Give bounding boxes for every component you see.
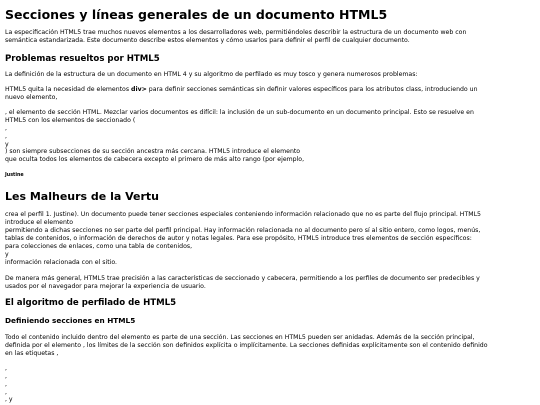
sections-comma-1: , bbox=[5, 365, 7, 372]
problems-intro: La definición de la estructura de un documento en HTML 4 y su algoritmo de perfilado es muy tosco y genera numerosos problemas: bbox=[5, 71, 418, 78]
sections-comma-4: , bbox=[5, 389, 7, 396]
sections-line-1: Todo el contenido incluido dentro del elemento es parte de una sección. Las secciones en HTML5 pueden ser anidadas. Además de la sección principal, bbox=[5, 334, 475, 341]
problem-item-3-line-2: que oculta todos los elementos de cabecera excepto el primero de más alto rango (por ejemplo, bbox=[5, 156, 305, 163]
sections-line-3: en las etiquetas , bbox=[5, 350, 59, 357]
problem-item-2-line-2: HTML5 con los elementos de seccionado ( bbox=[5, 117, 136, 124]
sections-and: , y bbox=[5, 396, 13, 403]
heading-algorithm: El algoritmo de perfilado de HTML5 bbox=[5, 298, 177, 308]
aside-line-4: tablas de contenidos, o información de derechos de autor y notas legales. Para ese propósito, HTML5 introduce tres elementos de sección específicos: bbox=[5, 235, 472, 242]
intro-line-1: La especificación HTML5 trae muchos nuevos elementos a los desarrolladores web, permitiéndoles describir la estructura de un documento web con bbox=[5, 29, 467, 36]
problem-item-1-c: para definir secciones semánticas sin definir valores específicos para los atributos class, introduciendo un bbox=[146, 86, 478, 93]
precision-line-1: De manera más general, HTML5 trae precisión a las características de seccionado y cabecera, permitiendo a los perfiles de documento ser predecibles y bbox=[5, 275, 480, 282]
aside-line-5: para colecciones de enlaces, como una tabla de contenidos, bbox=[5, 243, 193, 250]
aside-line-2: introduce el elemento bbox=[5, 219, 74, 226]
heading-justine: Justine bbox=[5, 173, 24, 178]
problem-item-1 bbox=[5, 86, 478, 94]
sections-comma-3: , bbox=[5, 381, 7, 388]
heading-defining-sections: Definiendo secciones en HTML5 bbox=[5, 316, 136, 325]
sections-comma-2: , bbox=[5, 373, 7, 380]
heading-malheurs: Les Malheurs de la Vertu bbox=[5, 190, 159, 203]
aside-line-6: y bbox=[5, 251, 9, 258]
problem-item-2-line-1: , el elemento de sección HTML. Mezclar varios documentos es difícil: la inclusión de un sub-documento en un documento principal. Esto se resuelve en bbox=[5, 109, 474, 116]
precision-line-2: usados por el navegador para mejorar la experiencia de usuario. bbox=[5, 283, 206, 290]
div-code-label: div> bbox=[131, 86, 147, 93]
intro-line-2: semántica estandarizada. Este documento describe estos elementos y cómo usarlos para definir el perfil de cualquier documento. bbox=[5, 37, 410, 44]
aside-line-1: crea el perfil 1. Justine). Un documento puede tener secciones especiales conteniendo información relacionado que no es parte del flujo principal. HTML5 bbox=[5, 211, 481, 218]
problem-item-3-line-1: ) son siempre subsecciones de su sección ancestra más cercana. HTML5 introduce el elemento bbox=[5, 148, 301, 155]
page-title: Secciones y líneas generales de un documento HTML5 bbox=[5, 7, 388, 22]
aside-line-3: permitiendo a dichas secciones no ser parte del perfil principal. Hay información relacionada no al documento pero sí al sitio entero, como logos, menús, bbox=[5, 227, 481, 234]
problem-item-1-a: HTML5 quita la necesidad de elementos bbox=[5, 86, 132, 93]
conjunction-y: y bbox=[5, 141, 9, 148]
problem-item-1-d: nuevo elemento, bbox=[5, 94, 58, 101]
comma-1: , bbox=[5, 125, 7, 132]
aside-line-7: información relacionada con el sitio. bbox=[5, 259, 117, 266]
heading-problems: Problemas resueltos por HTML5 bbox=[5, 54, 160, 64]
sections-line-2: definida por el elemento , los límites de la sección son definidos explícita o implícitamente. La secciones definidas explícitamente son el contenido definido bbox=[5, 342, 488, 349]
comma-2: , bbox=[5, 133, 7, 140]
